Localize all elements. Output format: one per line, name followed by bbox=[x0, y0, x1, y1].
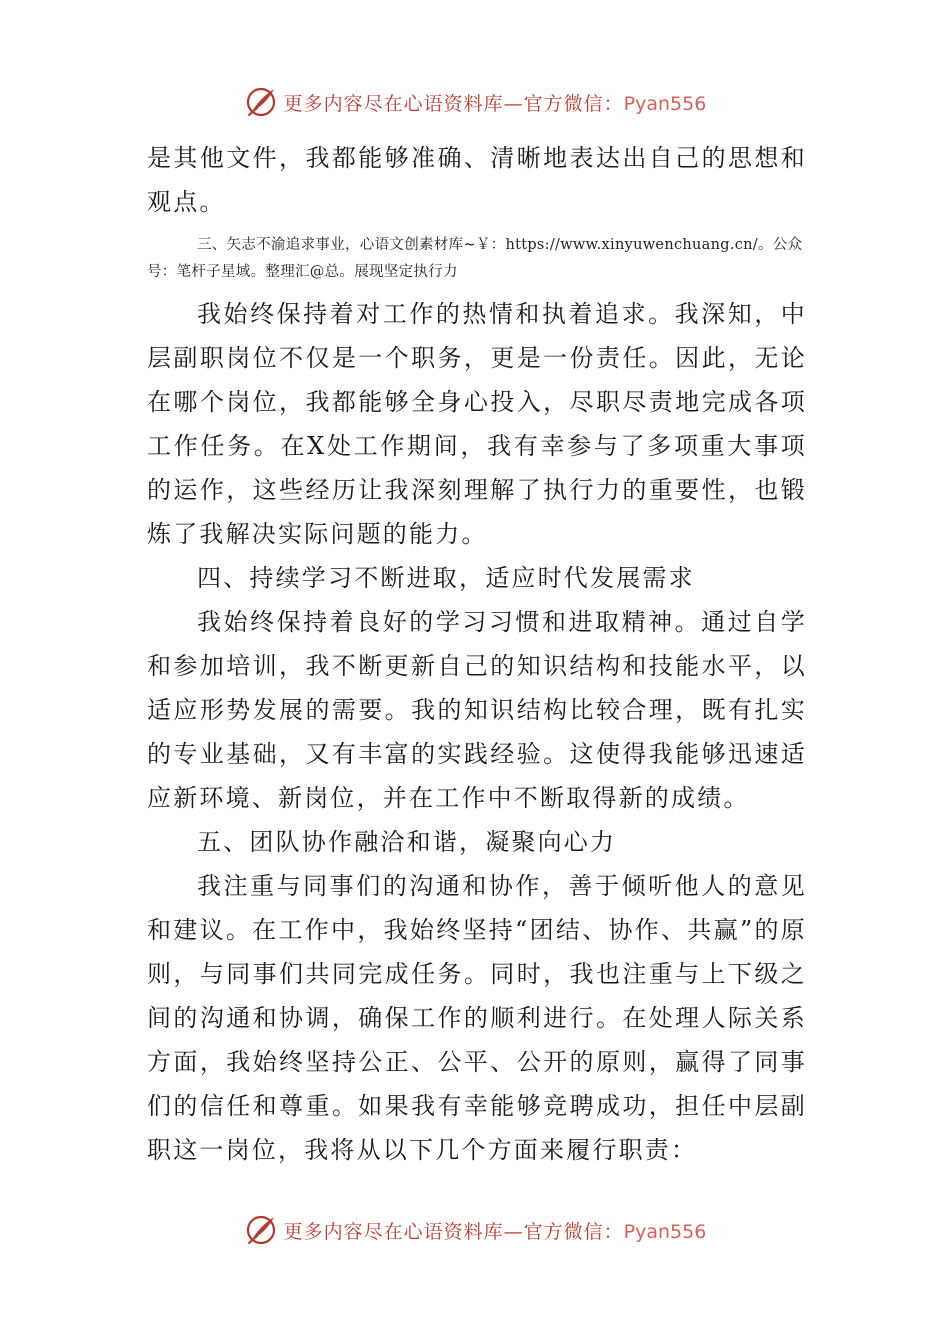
footer-banner bbox=[0, 1210, 950, 1250]
quill-pen-seal-icon bbox=[244, 1213, 278, 1247]
banner-text: 更多内容尽在心语资料库—官方微信：Pyan556 bbox=[283, 92, 707, 115]
paragraph-4: 我始终保持着良好的学习习惯和进取精神。通过自学和参加培训，我不断更新自己的知识结构和技能水平，以适应形势发展的需要。我的知识结构比较合理，既有扎实的专业基础，又有丰富的实践经验。这使得我能够迅速适应新环境、新岗位，并在工作中不断取得新的成绩。 bbox=[147, 608, 807, 812]
wechat-id: Pyan556 bbox=[623, 92, 707, 115]
document-body bbox=[147, 136, 807, 1172]
paragraph-continued: 是其他文件，我都能够准确、清晰地表达出自己的思想和观点。 bbox=[147, 144, 807, 216]
section-heading-4: 四、持续学习不断进取，适应时代发展需求 bbox=[197, 564, 695, 592]
banner-text: 更多内容尽在心语资料库—官方微信：Pyan556 bbox=[283, 1220, 707, 1243]
header-banner bbox=[0, 82, 950, 122]
section-3-note: 三、矢志不渝追求事业，心语文创素材库~￥：https://www.xinyuwenchuang.cn/。公众号：笔杆子星域。整理汇@总。展现坚定执行力 bbox=[147, 237, 803, 280]
wechat-id: Pyan556 bbox=[623, 1220, 707, 1243]
quill-pen-seal-icon bbox=[244, 85, 278, 119]
section-heading-5: 五、团队协作融洽和谐，凝聚向心力 bbox=[197, 828, 617, 856]
paragraph-5: 我注重与同事们的沟通和协作，善于倾听他人的意见和建议。在工作中，我始终坚持“团结、协作、共赢”的原则，与同事们共同完成任务。同时，我也注重与上下级之间的沟通和协调，确保工作的顺利进行。在处理人际关系方面，我始终坚持公正、公平、公开的原则，赢得了同事们的信任和尊重。如果我有幸能够竞聘成功，担任中层副职这一岗位，我将从以下几个方面来履行职责： bbox=[147, 872, 807, 1164]
paragraph-3: 我始终保持着对工作的热情和执着追求。我深知，中层副职岗位不仅是一个职务，更是一份责任。因此，无论在哪个岗位，我都能够全身心投入，尽职尽责地完成各项工作任务。在X处工作期间，我有幸参与了多项重大事项的运作，这些经历让我深刻理解了执行力的重要性，也锻炼了我解决实际问题的能力。 bbox=[147, 300, 807, 548]
